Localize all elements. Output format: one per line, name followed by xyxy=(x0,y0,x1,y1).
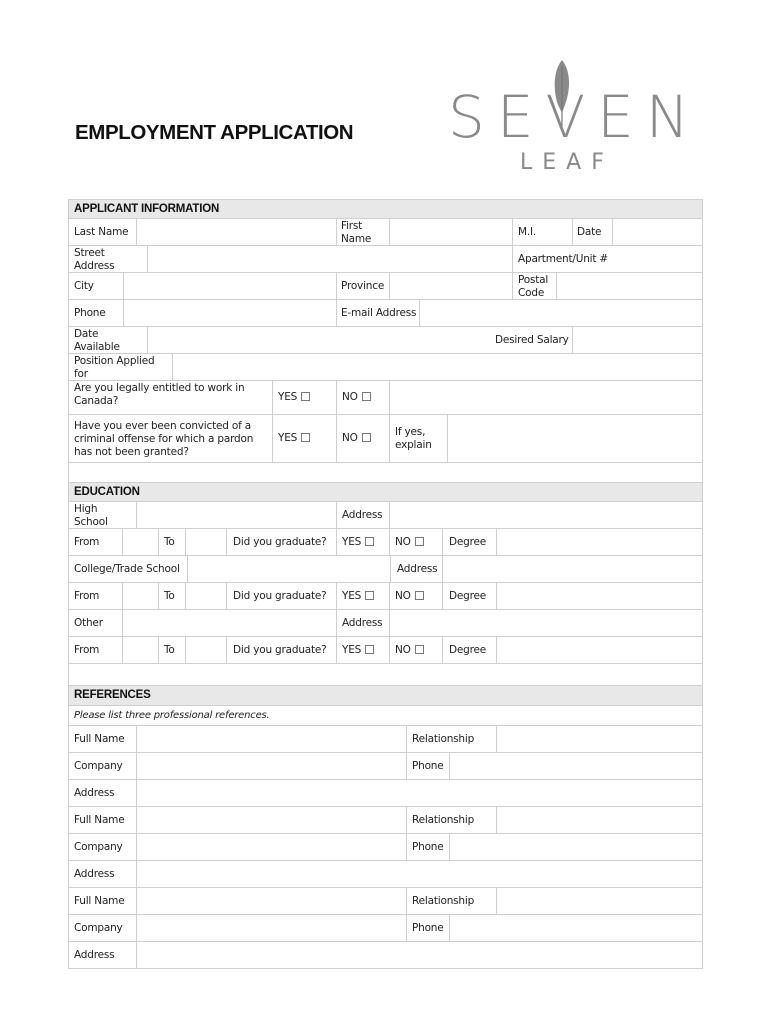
company-field[interactable] xyxy=(136,915,406,941)
address-field[interactable] xyxy=(136,942,704,968)
city-label: City xyxy=(74,280,94,292)
form-row xyxy=(68,942,703,969)
degree-label-cell: Degree xyxy=(442,637,496,663)
desired-salary-field[interactable] xyxy=(572,327,704,353)
legally-entitled-label: Are you legally entitled to work in Canada? xyxy=(74,382,245,407)
yes-checkbox[interactable] xyxy=(365,591,374,600)
form-row xyxy=(68,502,703,529)
logo-seven-text: SEVEN xyxy=(448,83,702,151)
no-checkbox[interactable] xyxy=(362,392,371,401)
form-row xyxy=(68,637,703,664)
form-row xyxy=(68,219,703,246)
no-checkbox[interactable] xyxy=(362,433,371,442)
spacer-row xyxy=(68,664,703,686)
from-field[interactable] xyxy=(122,583,158,609)
province-field[interactable] xyxy=(389,273,512,299)
form-row xyxy=(68,354,703,381)
to-label-cell: To xyxy=(158,637,185,663)
form-row xyxy=(68,273,703,300)
address-label-cell: Address xyxy=(390,556,442,582)
section-applicant-header xyxy=(68,199,703,219)
full-name-field[interactable] xyxy=(136,888,406,914)
from-field[interactable] xyxy=(122,637,158,663)
form-row xyxy=(68,583,703,610)
spacer-row xyxy=(68,463,703,483)
form-row xyxy=(68,556,703,583)
date-available-label: Date Available xyxy=(74,328,120,353)
company-label: Company xyxy=(74,760,123,772)
graduate-yes-cell: YES xyxy=(336,637,389,663)
convicted-no-cell: NO xyxy=(336,415,389,462)
address-field[interactable] xyxy=(136,861,704,887)
address-field[interactable] xyxy=(136,780,704,806)
form-row xyxy=(68,610,703,637)
form-row xyxy=(68,753,703,780)
no-checkbox[interactable] xyxy=(415,591,424,600)
no-checkbox[interactable] xyxy=(415,645,424,654)
company-label: Company xyxy=(74,922,123,934)
address-label-cell: Address xyxy=(336,610,389,636)
if-yes-label-cell: If yes, explain xyxy=(389,415,447,462)
phone-label-cell: Phone xyxy=(406,834,449,860)
form-row xyxy=(68,834,703,861)
seven-leaf-logo xyxy=(448,58,702,182)
degree-field[interactable] xyxy=(496,637,704,663)
yes-checkbox[interactable] xyxy=(301,392,310,401)
company-field[interactable] xyxy=(136,753,406,779)
email-label-cell: E-mail Address xyxy=(336,300,419,326)
last-name-label: Last Name xyxy=(74,226,129,238)
relationship-field[interactable] xyxy=(496,807,704,833)
form-row xyxy=(68,726,703,753)
from-field[interactable] xyxy=(122,529,158,555)
company-field[interactable] xyxy=(136,834,406,860)
degree-label-cell: Degree xyxy=(442,583,496,609)
address-field[interactable] xyxy=(389,502,704,528)
form-row xyxy=(68,327,703,354)
full-name-label: Full Name xyxy=(74,895,125,907)
form-row xyxy=(68,529,703,556)
address-field[interactable] xyxy=(389,610,704,636)
province-label-cell: Province xyxy=(336,273,389,299)
first-name-field[interactable] xyxy=(389,219,512,245)
section-heading: EDUCATION xyxy=(74,486,140,498)
postal-label-cell: Postal Code xyxy=(512,273,556,299)
graduate-no-cell: NO xyxy=(389,583,442,609)
phone-label-cell: Phone xyxy=(406,915,449,941)
form-row xyxy=(68,915,703,942)
date-field[interactable] xyxy=(612,219,704,245)
mi-label-cell: M.I. xyxy=(512,219,572,245)
apartment-cell[interactable]: Apartment/Unit # xyxy=(512,246,704,272)
no-checkbox[interactable] xyxy=(415,537,424,546)
street-label: Street Address xyxy=(74,247,115,272)
from-label: From xyxy=(74,590,100,602)
other-label: Other xyxy=(74,617,103,629)
yes-checkbox[interactable] xyxy=(365,645,374,654)
form-row xyxy=(68,780,703,807)
form-row xyxy=(68,888,703,915)
high-school-field[interactable] xyxy=(136,502,336,528)
references-note: Please list three professional references. xyxy=(74,710,270,721)
page-title: EMPLOYMENT APPLICATION xyxy=(75,121,354,144)
explain-field[interactable] xyxy=(447,415,704,462)
phone-field[interactable] xyxy=(449,915,704,941)
address-field[interactable] xyxy=(442,556,704,582)
section-education-header xyxy=(68,483,703,502)
legally-entitled-no-cell: NO xyxy=(336,381,389,414)
form-row xyxy=(68,300,703,327)
phone-field[interactable] xyxy=(449,753,704,779)
college-field[interactable] xyxy=(187,556,390,582)
full-name-field[interactable] xyxy=(136,726,406,752)
form-row xyxy=(68,807,703,834)
to-field[interactable] xyxy=(185,637,226,663)
to-label-cell: To xyxy=(158,583,185,609)
from-label: From xyxy=(74,644,100,656)
graduate-yes-cell: YES xyxy=(336,583,389,609)
graduate-label-cell: Did you graduate? xyxy=(226,583,336,609)
to-field[interactable] xyxy=(185,529,226,555)
yes-checkbox[interactable] xyxy=(365,537,374,546)
postal-field[interactable] xyxy=(556,273,704,299)
full-name-label: Full Name xyxy=(74,733,125,745)
section-references-header xyxy=(68,686,703,706)
form-row xyxy=(68,415,703,463)
phone-label: Phone xyxy=(74,307,106,319)
relationship-field[interactable] xyxy=(496,888,704,914)
last-name-field[interactable] xyxy=(136,219,336,245)
graduate-label-cell: Did you graduate? xyxy=(226,529,336,555)
relationship-label-cell: Relationship xyxy=(406,726,496,752)
convicted-label: Have you ever been convicted of a criminal offense for which a pardon has not been granted? xyxy=(74,420,254,458)
street-field[interactable] xyxy=(147,246,512,272)
form-row xyxy=(68,861,703,888)
section-heading: APPLICANT INFORMATION xyxy=(74,203,220,215)
high-school-label: High School xyxy=(74,503,108,528)
address-label: Address xyxy=(74,949,115,961)
graduate-label-cell: Did you graduate? xyxy=(226,637,336,663)
date-label-cell: Date xyxy=(572,219,612,245)
college-label: College/Trade School xyxy=(74,563,180,575)
position-label: Position Applied for xyxy=(74,355,155,380)
address-label: Address xyxy=(74,868,115,880)
section-heading: REFERENCES xyxy=(74,689,151,701)
city-field[interactable] xyxy=(123,273,336,299)
from-label: From xyxy=(74,536,100,548)
full-name-label: Full Name xyxy=(74,814,125,826)
legally-entitled-blank xyxy=(389,381,704,414)
form-row xyxy=(68,246,703,273)
graduate-yes-cell: YES xyxy=(336,529,389,555)
phone-field[interactable] xyxy=(123,300,336,326)
form-row xyxy=(68,706,703,726)
degree-field[interactable] xyxy=(496,583,704,609)
position-field[interactable] xyxy=(172,354,704,380)
email-field[interactable] xyxy=(419,300,704,326)
yes-checkbox[interactable] xyxy=(301,433,310,442)
degree-field[interactable] xyxy=(496,529,704,555)
form-row xyxy=(68,381,703,415)
address-label: Address xyxy=(74,787,115,799)
company-label: Company xyxy=(74,841,123,853)
graduate-no-cell: NO xyxy=(389,529,442,555)
convicted-yes-cell: YES xyxy=(272,415,336,462)
to-field[interactable] xyxy=(185,583,226,609)
phone-label-cell: Phone xyxy=(406,753,449,779)
degree-label-cell: Degree xyxy=(442,529,496,555)
to-label-cell: To xyxy=(158,529,185,555)
address-label-cell: Address xyxy=(336,502,389,528)
desired-salary-label: Desired Salary xyxy=(495,334,569,346)
relationship-label-cell: Relationship xyxy=(406,888,496,914)
date-available-field[interactable] xyxy=(147,327,490,353)
full-name-field[interactable] xyxy=(136,807,406,833)
first-name-label-cell: First Name xyxy=(336,219,389,245)
graduate-no-cell: NO xyxy=(389,637,442,663)
relationship-label-cell: Relationship xyxy=(406,807,496,833)
other-field[interactable] xyxy=(122,610,336,636)
relationship-field[interactable] xyxy=(496,726,704,752)
logo-leaf-text: LEAF xyxy=(520,150,614,175)
legally-entitled-yes-cell: YES xyxy=(272,381,336,414)
phone-field[interactable] xyxy=(449,834,704,860)
